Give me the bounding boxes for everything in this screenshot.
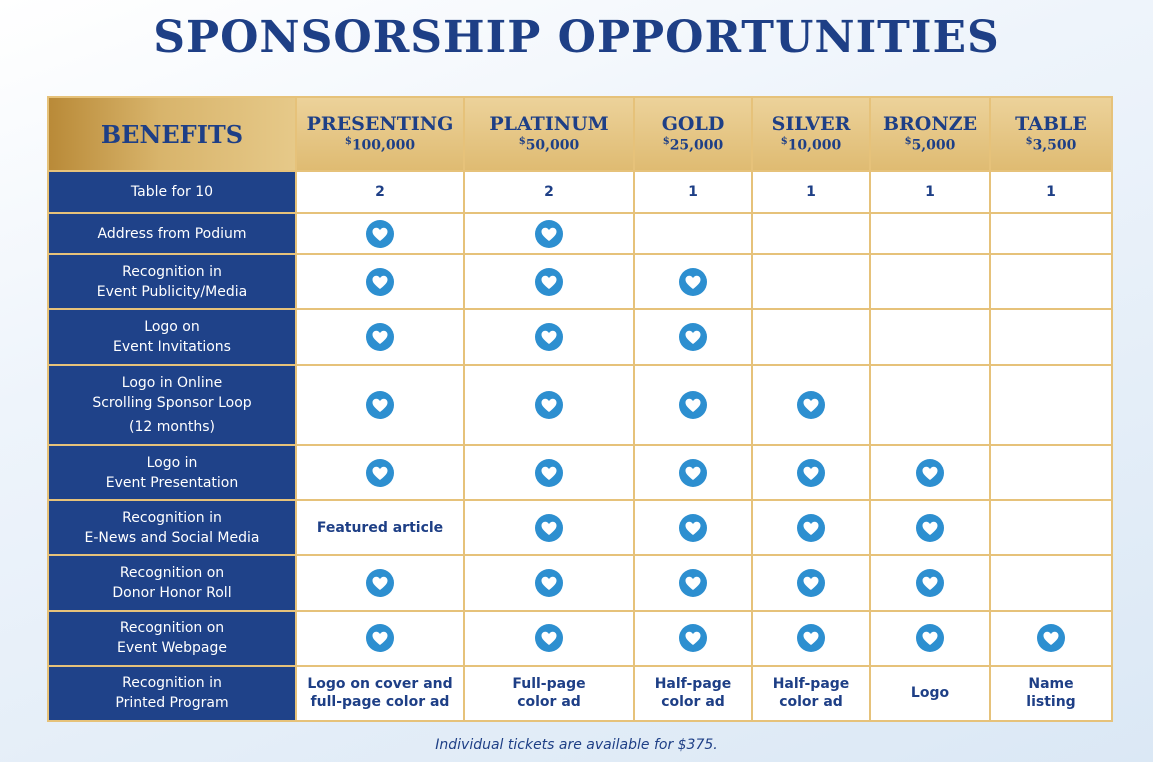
page-title: SPONSORSHIP OPPORTUNITIES bbox=[153, 12, 1000, 63]
tier-price bbox=[635, 134, 751, 154]
benefit-cell-presenting bbox=[296, 666, 464, 721]
tier-price bbox=[991, 134, 1111, 154]
benefit-cell-gold bbox=[634, 309, 752, 364]
benefit-row bbox=[48, 213, 1112, 254]
benefit-cell-table bbox=[990, 254, 1112, 309]
cell-text: Half-page color ad bbox=[772, 676, 850, 711]
benefit-cell-presenting bbox=[296, 611, 464, 666]
benefit-label-line: Event Webpage bbox=[116, 640, 228, 657]
heart-icon bbox=[535, 624, 563, 652]
benefit-cell-table bbox=[990, 611, 1112, 666]
heart-icon bbox=[797, 391, 825, 419]
benefit-cell-bronze bbox=[870, 254, 990, 309]
cell-text: 1 bbox=[925, 184, 935, 201]
benefit-cell-platinum bbox=[464, 309, 634, 364]
benefit-label-line: Table for 10 bbox=[130, 184, 214, 201]
benefit-label-line: (12 months) bbox=[129, 418, 215, 435]
heart-icon bbox=[679, 391, 707, 419]
price-amount: 3,500 bbox=[1032, 137, 1077, 154]
heart-icon bbox=[797, 514, 825, 542]
benefit-cell-table bbox=[990, 445, 1112, 500]
benefit-label-line: Recognition on bbox=[119, 564, 225, 581]
benefit-label bbox=[48, 254, 296, 309]
tier-name: TABLE bbox=[1015, 113, 1087, 136]
benefit-label-line: Printed Program bbox=[115, 695, 229, 712]
cell-text: Logo on cover and full-page color ad bbox=[307, 676, 453, 711]
benefit-cell-bronze bbox=[870, 666, 990, 721]
benefit-cell-bronze bbox=[870, 555, 990, 610]
benefit-cell-bronze bbox=[870, 500, 990, 555]
heart-icon bbox=[535, 391, 563, 419]
heart-icon bbox=[797, 569, 825, 597]
cell-text: Full-page color ad bbox=[512, 676, 586, 711]
benefit-label-line: Recognition in bbox=[122, 509, 222, 526]
benefit-label-line: Logo on bbox=[144, 319, 200, 336]
price-amount: 50,000 bbox=[525, 137, 580, 154]
benefit-cell-bronze bbox=[870, 213, 990, 254]
price-currency-symbol: $ bbox=[344, 136, 352, 148]
benefit-cell-silver bbox=[752, 666, 870, 721]
benefit-label bbox=[48, 171, 296, 213]
price-amount: 5,000 bbox=[911, 137, 956, 154]
benefit-label-line: Logo in Online bbox=[121, 374, 223, 391]
benefit-cell-table bbox=[990, 666, 1112, 721]
benefit-cell-gold bbox=[634, 611, 752, 666]
heart-icon bbox=[916, 459, 944, 487]
benefit-label bbox=[48, 213, 296, 254]
benefit-cell-bronze bbox=[870, 445, 990, 500]
benefit-cell-gold bbox=[634, 171, 752, 213]
price-amount: 10,000 bbox=[787, 137, 842, 154]
benefit-label-line: Event Invitations bbox=[113, 339, 231, 356]
benefit-label-line: E-News and Social Media bbox=[84, 529, 260, 546]
tier-name: BRONZE bbox=[882, 113, 978, 136]
heart-icon bbox=[366, 323, 394, 351]
heart-icon bbox=[797, 624, 825, 652]
footnote: Individual tickets are available for $375. bbox=[435, 737, 718, 753]
heart-icon bbox=[679, 323, 707, 351]
benefit-label-line: Event Publicity/Media bbox=[96, 283, 248, 300]
tier-header-silver bbox=[752, 97, 870, 171]
price-currency-symbol: $ bbox=[518, 136, 526, 148]
benefit-label bbox=[48, 666, 296, 721]
heart-icon bbox=[797, 459, 825, 487]
benefit-cell-platinum bbox=[464, 171, 634, 213]
heart-icon bbox=[366, 459, 394, 487]
benefit-cell-presenting bbox=[296, 500, 464, 555]
benefit-row bbox=[48, 500, 1112, 555]
header-row bbox=[48, 97, 1112, 171]
benefit-cell-gold bbox=[634, 445, 752, 500]
benefit-cell-bronze bbox=[870, 171, 990, 213]
benefit-row bbox=[48, 365, 1112, 445]
benefit-row bbox=[48, 445, 1112, 500]
benefit-cell-table bbox=[990, 555, 1112, 610]
benefit-cell-gold bbox=[634, 555, 752, 610]
cell-text: 2 bbox=[544, 184, 554, 201]
benefit-cell-silver bbox=[752, 500, 870, 555]
benefit-cell-bronze bbox=[870, 309, 990, 364]
benefit-row bbox=[48, 611, 1112, 666]
benefit-label-line: Address from Podium bbox=[97, 225, 247, 242]
price-currency-symbol: $ bbox=[904, 136, 912, 148]
price-currency-symbol: $ bbox=[662, 136, 670, 148]
benefit-label-line: Scrolling Sponsor Loop bbox=[92, 394, 252, 411]
benefit-cell-platinum bbox=[464, 445, 634, 500]
benefit-label-line: Event Presentation bbox=[105, 474, 239, 491]
benefit-cell-platinum bbox=[464, 611, 634, 666]
heart-icon bbox=[535, 220, 563, 248]
benefit-label-line: Donor Honor Roll bbox=[112, 584, 232, 601]
benefit-label-line: Recognition in bbox=[122, 263, 222, 280]
benefit-cell-bronze bbox=[870, 611, 990, 666]
heart-icon bbox=[916, 514, 944, 542]
heart-icon bbox=[535, 514, 563, 542]
benefit-row bbox=[48, 309, 1112, 364]
benefit-cell-silver bbox=[752, 445, 870, 500]
heart-icon bbox=[679, 624, 707, 652]
heart-icon bbox=[679, 514, 707, 542]
benefit-cell-silver bbox=[752, 365, 870, 445]
price-amount: 100,000 bbox=[351, 137, 416, 154]
benefit-cell-silver bbox=[752, 309, 870, 364]
tier-header-presenting bbox=[296, 97, 464, 171]
benefit-label-line: Logo in bbox=[146, 454, 198, 471]
benefit-cell-gold bbox=[634, 500, 752, 555]
price-currency-symbol: $ bbox=[780, 136, 788, 148]
benefit-label bbox=[48, 445, 296, 500]
benefit-cell-gold bbox=[634, 365, 752, 445]
benefit-label-line: Recognition on bbox=[119, 620, 225, 637]
benefit-label bbox=[48, 309, 296, 364]
heart-icon bbox=[366, 220, 394, 248]
benefit-cell-silver bbox=[752, 254, 870, 309]
benefits-header: BENEFITS bbox=[48, 97, 296, 171]
heart-icon bbox=[366, 391, 394, 419]
benefit-cell-platinum bbox=[464, 500, 634, 555]
cell-text: Name listing bbox=[1026, 676, 1076, 711]
cell-text: 2 bbox=[375, 184, 385, 201]
benefit-cell-platinum bbox=[464, 666, 634, 721]
tier-name: PLATINUM bbox=[489, 113, 609, 136]
benefit-row bbox=[48, 666, 1112, 721]
benefit-cell-silver bbox=[752, 213, 870, 254]
benefit-label bbox=[48, 611, 296, 666]
benefit-cell-silver bbox=[752, 611, 870, 666]
tier-header-platinum bbox=[464, 97, 634, 171]
benefit-cell-presenting bbox=[296, 365, 464, 445]
tier-price bbox=[753, 134, 869, 154]
benefit-cell-table bbox=[990, 365, 1112, 445]
heart-icon bbox=[679, 569, 707, 597]
benefit-cell-platinum bbox=[464, 365, 634, 445]
tier-name: SILVER bbox=[771, 113, 851, 136]
benefit-row bbox=[48, 171, 1112, 213]
cell-text: 1 bbox=[806, 184, 816, 201]
heart-icon bbox=[679, 268, 707, 296]
heart-icon bbox=[535, 459, 563, 487]
heart-icon bbox=[366, 268, 394, 296]
benefit-cell-presenting bbox=[296, 254, 464, 309]
price-amount: 25,000 bbox=[669, 137, 724, 154]
tier-name: PRESENTING bbox=[306, 113, 454, 136]
benefit-cell-gold bbox=[634, 213, 752, 254]
heart-icon bbox=[535, 268, 563, 296]
heart-icon bbox=[366, 569, 394, 597]
benefit-label-line: Recognition in bbox=[122, 675, 222, 692]
heart-icon bbox=[535, 569, 563, 597]
tier-price bbox=[871, 134, 989, 154]
benefit-cell-gold bbox=[634, 254, 752, 309]
benefit-cell-presenting bbox=[296, 171, 464, 213]
benefit-row bbox=[48, 555, 1112, 610]
benefit-cell-table bbox=[990, 213, 1112, 254]
heart-icon bbox=[366, 624, 394, 652]
cell-text: Featured article bbox=[316, 519, 444, 536]
cell-text: 1 bbox=[688, 184, 698, 201]
heart-icon bbox=[535, 323, 563, 351]
benefit-cell-platinum bbox=[464, 254, 634, 309]
cell-text: Logo bbox=[910, 685, 950, 702]
tier-price bbox=[297, 134, 463, 154]
benefit-label bbox=[48, 555, 296, 610]
benefit-cell-table bbox=[990, 309, 1112, 364]
benefit-cell-platinum bbox=[464, 555, 634, 610]
tier-header-gold bbox=[634, 97, 752, 171]
benefit-cell-gold bbox=[634, 666, 752, 721]
benefit-cell-presenting bbox=[296, 445, 464, 500]
benefit-cell-table bbox=[990, 171, 1112, 213]
benefit-cell-presenting bbox=[296, 309, 464, 364]
benefit-cell-table bbox=[990, 500, 1112, 555]
benefit-cell-bronze bbox=[870, 365, 990, 445]
tier-price bbox=[465, 134, 633, 154]
benefit-label bbox=[48, 500, 296, 555]
benefit-cell-platinum bbox=[464, 213, 634, 254]
benefit-label bbox=[48, 365, 296, 445]
cell-text: Half-page color ad bbox=[654, 676, 732, 711]
price-currency-symbol: $ bbox=[1025, 136, 1033, 148]
sponsorship-table bbox=[47, 96, 1113, 722]
benefit-cell-presenting bbox=[296, 213, 464, 254]
benefit-cell-silver bbox=[752, 555, 870, 610]
benefit-cell-silver bbox=[752, 171, 870, 213]
heart-icon bbox=[1037, 624, 1065, 652]
tier-name: GOLD bbox=[661, 113, 725, 136]
benefit-row bbox=[48, 254, 1112, 309]
heart-icon bbox=[916, 569, 944, 597]
benefit-cell-presenting bbox=[296, 555, 464, 610]
cell-text: 1 bbox=[1046, 184, 1056, 201]
tier-header-table bbox=[990, 97, 1112, 171]
heart-icon bbox=[679, 459, 707, 487]
tier-header-bronze bbox=[870, 97, 990, 171]
heart-icon bbox=[916, 624, 944, 652]
